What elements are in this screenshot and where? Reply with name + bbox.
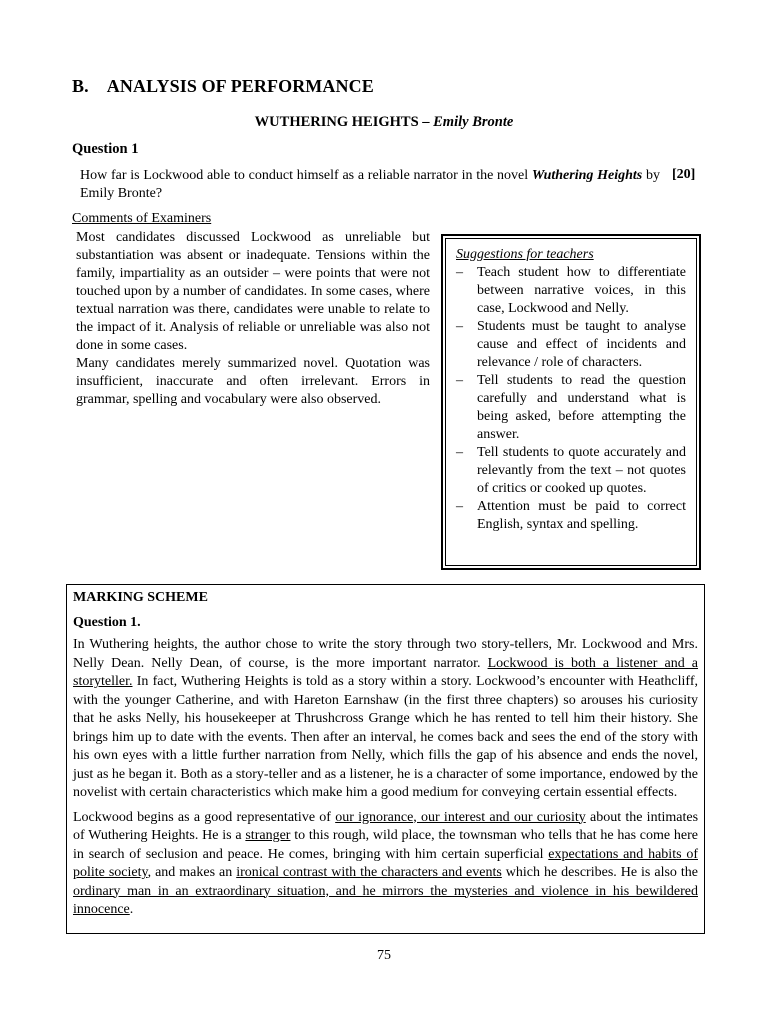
work-title (0, 114, 768, 131)
comments-heading: Comments of Examiners (72, 211, 212, 226)
marking-scheme-heading: MARKING SCHEME (73, 590, 208, 605)
text-run: , and makes an (147, 865, 237, 880)
suggestions-box (441, 234, 701, 570)
suggestions-heading: Suggestions for teachers (456, 247, 594, 262)
dash-bullet: – (456, 373, 463, 388)
suggestions-inner (445, 238, 697, 566)
examiner-comments (76, 229, 430, 409)
suggestions-list (456, 264, 686, 534)
text-run: which he describes. He is also the (501, 865, 698, 880)
marking-scheme-box (66, 584, 705, 934)
underlined-point: our ignorance, our interest and our curiosity (335, 809, 586, 825)
text-run: about the intimates of Wuthering Heights. He is a (73, 809, 699, 843)
underlined-point: Lockwood is both a listener and a storyteller. (73, 655, 699, 689)
question-text (80, 167, 660, 203)
text-run: In Wuthering heights, the author chose to write the story through two story-tellers, Mr. Lockwood and Mrs. Nelly Dean. Nelly Dean, of course, is the more important narrator. (73, 637, 698, 671)
question-text-part2: by Emily Bronte? (80, 168, 661, 201)
question-label: Question 1 (72, 141, 139, 157)
comments-paragraph-1: Most candidates discussed Lockwood as unreliable but substantiation was absent or inadequate. Tensions within the family, impartiality as an outsider – were points that were not touched upon by a number of candidates. In some cases, where textual narration was there, candidates were unable to relate to the impact of it. Analysis of reliable or unreliable was also not done in some cases. (76, 230, 430, 353)
dash-bullet: – (456, 265, 463, 280)
text-run: Lockwood begins as a good representative of (73, 809, 336, 825)
suggestion-item (456, 372, 686, 444)
suggestion-item (456, 498, 686, 534)
underlined-point: ironical contrast with the characters and events (236, 865, 502, 880)
suggestion-text: Tell students to read the question carefully and understand what is being asked, before attempting the answer. (477, 373, 686, 442)
dash-bullet: – (456, 319, 463, 334)
text-run: . (129, 902, 134, 917)
suggestion-text: Students must be taught to analyse cause and effect of incidents and relevance / role of characters. (477, 319, 686, 370)
underlined-point: expectations and habits of polite society (73, 846, 698, 880)
dash-bullet: – (456, 445, 463, 460)
dash-bullet: – (456, 499, 463, 514)
suggestion-text: Attention must be paid to correct English, syntax and spelling. (477, 499, 686, 532)
suggestion-text: Teach student how to differentiate between narrative voices, in this case, Lockwood and Nelly. (477, 265, 686, 316)
suggestion-item (456, 318, 686, 372)
text-run: In fact, Wuthering Heights is told as a story within a story. Lockwood’s encounter with Heathcliff, with the younger Catherine, and with Hareton Earnshaw (in the first three chapters) so arouses his curiosity that he asks Nelly, his housekeeper at Thrushcross Grange which he has rented to tell him their history. She brings him up to date with the events. Then after an interval, he comes back and sees the end of the story with his own eyes with a little further narration from Nelly, which fills the gap of his absence and ends the novel, just as he began it. Both as a story-teller and as a listener, he is a character of some importance, endowed by the novelist with certain characteristics which make him a good medium for conveying certain essential effects. (73, 674, 698, 800)
question-text-part1: How far is Lockwood able to conduct himself as a reliable narrator in the novel (80, 168, 532, 183)
work-author: Emily Bronte (433, 114, 514, 130)
page-number: 75 (377, 948, 391, 963)
marking-scheme-paragraph-1 (73, 636, 698, 803)
question-novel-title: Wuthering Heights (531, 168, 643, 183)
comments-paragraph-2: Many candidates merely summarized novel. Quotation was insufficient, inaccurate and often irrelevant. Errors in grammar, spelling and vocabulary were also observed. (76, 356, 430, 407)
suggestion-item (456, 264, 686, 318)
suggestion-text: Tell students to quote accurately and relevantly from the text – not quotes of critics or cooked up quotes. (477, 445, 686, 496)
work-title-text: WUTHERING HEIGHTS – (254, 114, 434, 130)
marking-scheme-question: Question 1. (73, 615, 141, 630)
text-run: to this rough, wild place, the townsman who tells that he has come here in search of seclusion and peace. He comes, bringing with him certain superficial (73, 828, 698, 862)
underlined-point: stranger (245, 828, 291, 843)
marking-scheme-paragraph-2 (73, 809, 698, 920)
underlined-point: ordinary man in an extraordinary situation, and he mirrors the mysteries and violence in his bewildered innocence (73, 883, 698, 917)
question-marks: [20] (672, 167, 696, 182)
suggestion-item (456, 444, 686, 498)
section-heading: B. ANALYSIS OF PERFORMANCE (72, 76, 374, 96)
